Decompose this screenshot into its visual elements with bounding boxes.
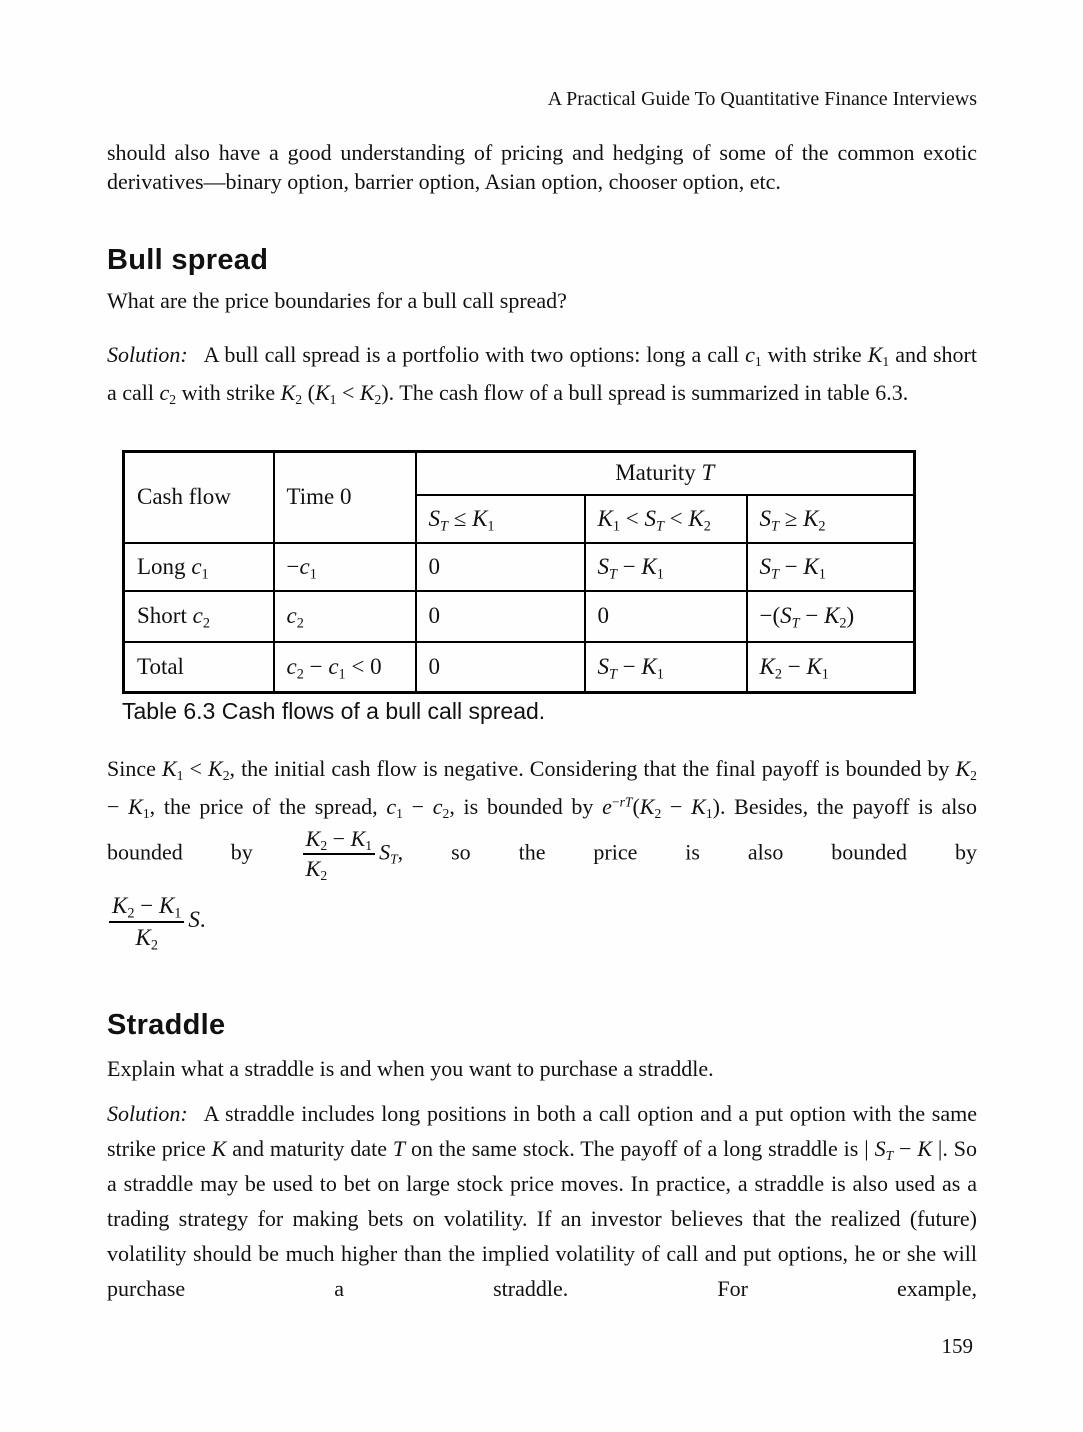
table-row-short [124, 591, 915, 642]
table-cell: $c_2 - c_1 < 0$ [274, 642, 416, 693]
section-heading-straddle: Straddle [107, 1009, 226, 1041]
table-cell: $-c_1$ [274, 543, 416, 591]
section-heading-bull-spread: Bull spread [107, 244, 269, 276]
solution-label: Solution: [107, 342, 188, 367]
table-cell: $S_T - K_1$ [585, 543, 747, 591]
straddle-question: Explain what a straddle is and when you want to purchase a straddle. [107, 1056, 714, 1081]
table-condition-cell: $S_T \le K_1$ [416, 495, 585, 543]
straddle-solution-paragraph [107, 1096, 977, 1306]
table-cell: 0 [585, 591, 747, 642]
table-maturity-header: Maturity T [416, 452, 915, 495]
table-cell: Short $c_2$ [124, 591, 274, 642]
table-condition-cell: $S_T \ge K_2$ [747, 495, 915, 543]
table-condition-cell: $K_1 < S_T < K_2$ [585, 495, 747, 543]
table-cell: Total [124, 642, 274, 693]
price-bounds-paragraph: Since $K_1 < K_2$, the initial cash flow is negative. Considering that the final payoff is bounded by $K_2 - K_1$, the price of the spread, $c_1 - c_2$, is bounded by $e^{-rT}(K_2 - K_1)$. Besides, the payoff is also bounded by $\frac{K_2 - K_1}{K_2}$ $S_T$, so the price is also bounded by [107, 756, 977, 884]
bull-spread-solution-text: A bull call spread is a portfolio with two options: long a call $c_1$ with strike $K_1$ and short a call $c_2$ with strike $K_2$ $(K_1 < K_2)$. The cash flow of a bull spread is summarized in table 6.3. [107, 342, 977, 408]
table-cell: $c_2$ [274, 591, 416, 642]
solution-label: Solution: [107, 1101, 188, 1126]
running-header: A Practical Guide To Quantitative Finance Interviews [547, 88, 977, 110]
table-header-row-1 [124, 452, 915, 495]
bull-spread-question: What are the price boundaries for a bull call spread? [107, 288, 567, 313]
table-cell: $S_T - K_1$ [747, 543, 915, 591]
table-row-long [124, 543, 915, 591]
table-cell: 0 [416, 591, 585, 642]
price-bound-formula: $\frac{K_2 - K_1}{K_2}$ S. [107, 892, 206, 951]
table-row-total [124, 642, 915, 693]
bull-spread-solution-paragraph [107, 336, 977, 412]
table-time-header: Time 0 [274, 452, 416, 543]
table-cell: $K_2 - K_1$ [747, 642, 915, 693]
table-caption: Table 6.3 Cash flows of a bull call spread. [122, 698, 546, 724]
page-number: 159 [941, 1334, 973, 1358]
cash-flow-table [122, 450, 916, 694]
table-cell: Long $c_1$ [124, 543, 274, 591]
table-cell: $S_T - K_1$ [585, 642, 747, 693]
straddle-solution-text: A straddle includes long positions in both a call option and a put option with the same strike price K and maturity date T on the same stock. The payoff of a long straddle is | $S_T - K$ |. So a straddle may be used to bet on large stock price moves. In practice, a straddle is also used as a trading strategy for making bets on volatility. If an investor believes that the realized (future) volatility should be much higher than the implied volatility of call and put options, he or she will purchase a straddle. For example, [107, 1101, 977, 1301]
table-cell: $-(S_T - K_2)$ [747, 591, 915, 642]
table-cell: 0 [416, 642, 585, 693]
intro-paragraph: should also have a good understanding of pricing and hedging of some of the common exotic derivatives—binary option, barrier option, Asian option, chooser option, etc. [107, 140, 977, 194]
table-corner-header: Cash flow [124, 452, 274, 543]
table-cell: 0 [416, 543, 585, 591]
